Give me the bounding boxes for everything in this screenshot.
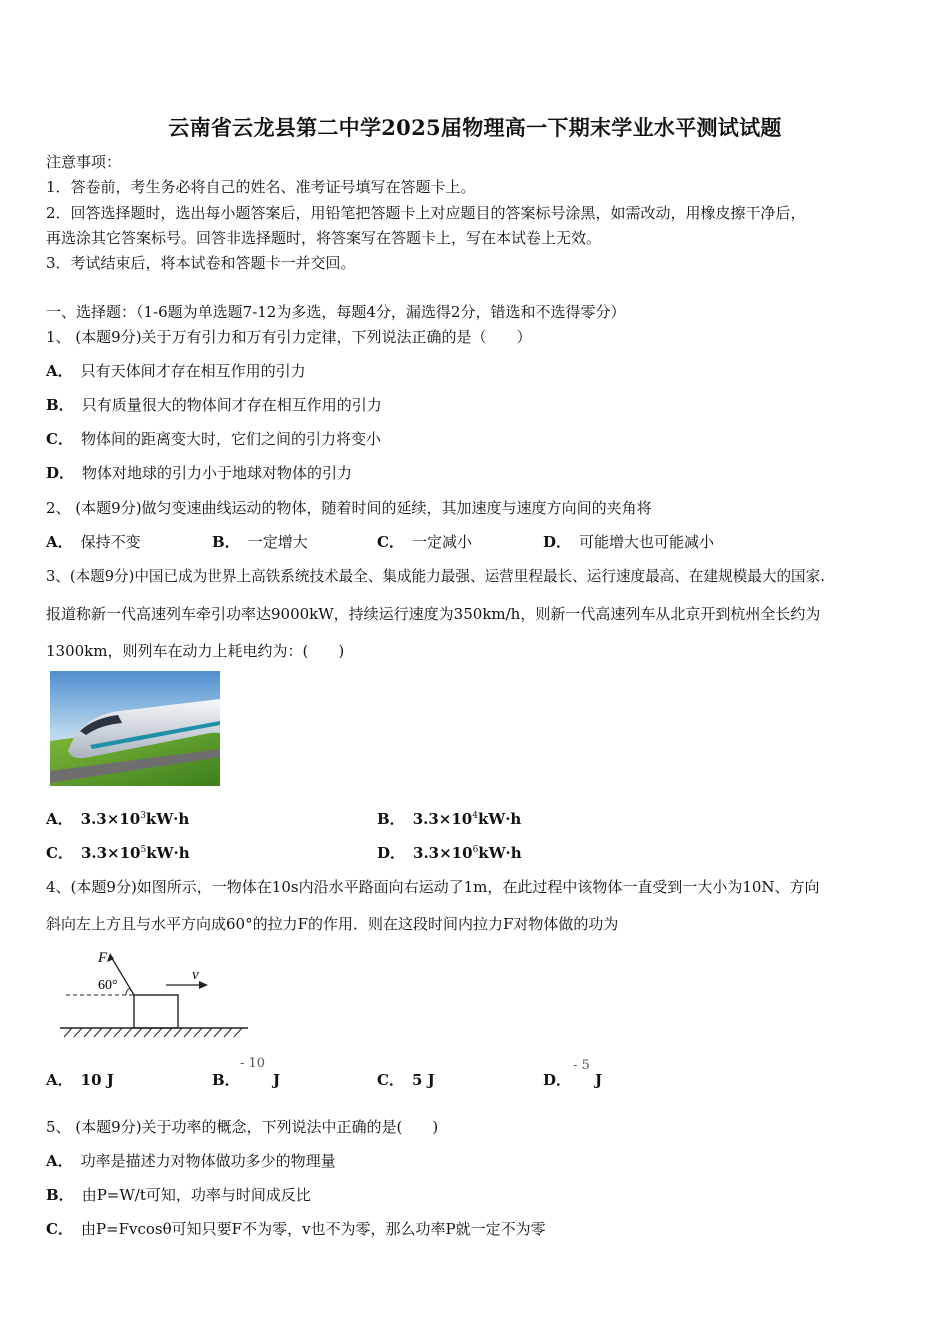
notice-item: 1．答卷前，考生务必将自己的姓名、准考证号填写在答题卡上。 — [46, 178, 476, 196]
q1-option-a: A． 只有天体间才存在相互作用的引力 — [46, 362, 306, 380]
q4-option-b-unit: J — [273, 1071, 281, 1089]
q3-option-d: D． $3.3\times 10^6kW\cdot h$ — [377, 844, 522, 862]
q3-stem-line: 3、(本题9分)中国已成为世界上高铁系统技术最全、集成能力最强、运营里程最长、运行速度最高、在建规模最大的国家. — [46, 568, 825, 585]
q2-option-c: C． 一定减小 — [377, 533, 472, 551]
velocity-label: v — [192, 967, 199, 983]
q4-option-d: D． — [543, 1071, 572, 1089]
q4-option-a: A． 10 J — [46, 1071, 114, 1089]
section-heading: 一、选择题：（1-6题为单选题7-12为多选，每题4分，漏选得2分，错选和不选得零分） — [46, 303, 626, 321]
q1-stem: 1、 (本题9分)关于万有引力和万有引力定律，下列说法正确的是（ ） — [46, 328, 532, 346]
q3-stem-line: 报道称新一代高速列车牵引功率达9000kW，持续运行速度为350km/h，则新一代高速列车从北京开到杭州全长约为 — [46, 605, 821, 623]
force-label: F — [98, 950, 108, 966]
q5-stem: 5、 (本题9分)关于功率的概念，下列说法中正确的是( ) — [46, 1118, 439, 1136]
q4-option-d-value: - 5 — [573, 1058, 590, 1073]
notice-heading: 注意事项： — [46, 153, 122, 171]
q5-option-a: A． 功率是描述力对物体做功多少的物理量 — [46, 1152, 336, 1170]
page-title: 云南省云龙县第二中学2025届物理高一下期末学业水平测试试题 — [168, 115, 782, 140]
q5-option-b: B． 由P=W/t可知，功率与时间成反比 — [46, 1186, 311, 1204]
q3-option-b: B． $3.3\times 10^4kW\cdot h$ — [377, 810, 522, 828]
q2-option-d: D． 可能增大也可能减小 — [543, 533, 715, 551]
q2-option-b: B． 一定增大 — [212, 533, 308, 551]
q2-stem: 2、 (本题9分)做匀变速曲线运动的物体，随着时间的延续，其加速度与速度方向间的夹角将 — [46, 499, 652, 517]
q4-option-b-value: - 10 — [240, 1056, 266, 1071]
q4-stem-line: 4、(本题9分)如图所示，一物体在10s内沿水平路面向右运动了1m，在此过程中该物体一直受到一大小为10N、方向 — [46, 878, 820, 896]
q3-stem-line: 1300km，则列车在动力上耗电约为：( ) — [46, 642, 345, 660]
q1-option-d: D． 物体对地球的引力小于地球对物体的引力 — [46, 464, 353, 482]
q3-option-c: C． $3.3\times 10^5kW\cdot h$ — [46, 844, 190, 862]
force-diagram — [60, 945, 255, 1040]
q4-option-d-unit: J — [595, 1071, 603, 1089]
q4-stem-line: 斜向左上方且与水平方向成60°的拉力F的作用．则在这段时间内拉力F对物体做的功为 — [46, 915, 619, 933]
high-speed-train-image — [50, 671, 220, 786]
q1-option-c: C． 物体间的距离变大时，它们之间的引力将变小 — [46, 430, 381, 448]
angle-label: 60° — [98, 978, 118, 993]
q4-option-b: B． — [212, 1071, 240, 1089]
block — [134, 995, 178, 1028]
q2-option-a: A． 保持不变 — [46, 533, 141, 551]
q4-option-c: C． 5 J — [377, 1071, 435, 1089]
q3-option-a: A． $3.3\times 10^3kW\cdot h$ — [46, 810, 190, 828]
q1-option-b: B． 只有质量很大的物体间才存在相互作用的引力 — [46, 396, 382, 414]
notice-item: 2．回答选择题时，选出每小题答案后，用铅笔把答题卡上对应题目的答案标号涂黑，如需改动，用橡皮擦干净后， — [46, 204, 806, 222]
ground-hatching — [64, 1028, 242, 1037]
q5-option-c: C． 由P=Fvcosθ可知只要F不为零，v也不为零，那么功率P就一定不为零 — [46, 1220, 546, 1238]
notice-item: 3．考试结束后，将本试卷和答题卡一并交回。 — [46, 254, 356, 272]
notice-item: 再选涂其它答案标号。回答非选择题时，将答案写在答题卡上，写在本试卷上无效。 — [46, 229, 602, 247]
